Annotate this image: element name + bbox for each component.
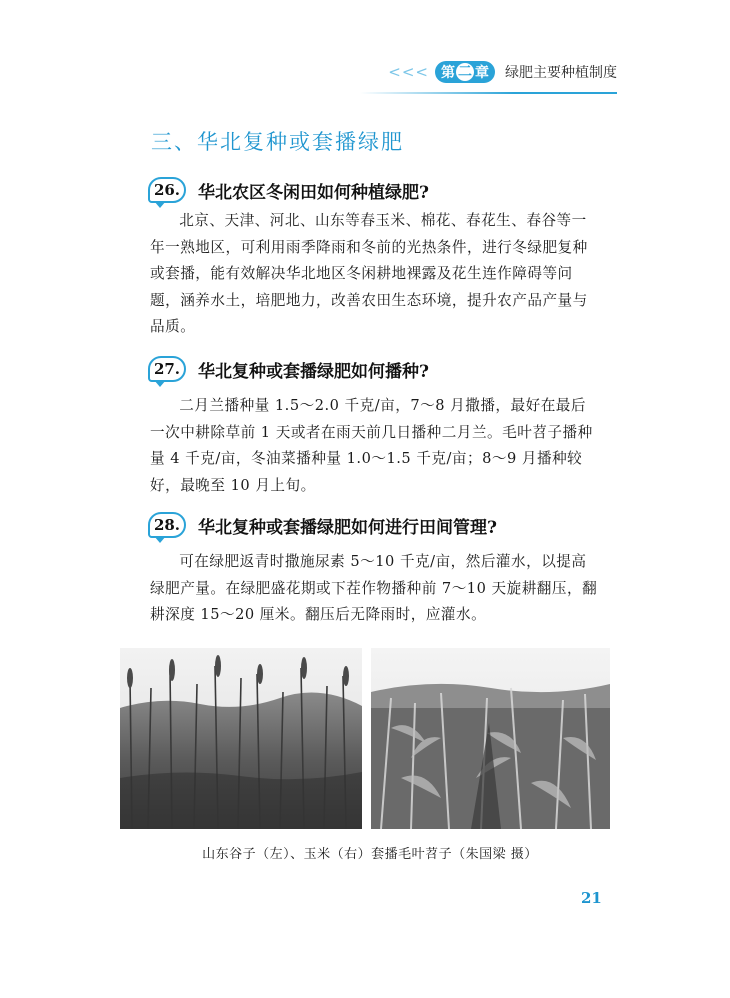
paragraph-line: 题，涵养水土，培肥地力，改善农田生态环境，提升农产品产量与 [150,291,588,309]
question-heading-28 [148,510,497,540]
paragraph-line: 北京、天津、河北、山东等春玉米、棉花、春花生、春谷等一 [179,212,587,229]
paragraph-line: 品质。 [150,318,196,335]
chapter-prefix: 第 [441,65,455,81]
answer-paragraph-28 [150,549,610,629]
paragraph-line: 绿肥产量。在绿肥盛花期或下茬作物播种前 7～10 天旋耕翻压，翻 [150,579,598,597]
page-number: 21 [581,889,602,907]
section-title: 三、华北复种或套播绿肥 [151,130,404,154]
answer-paragraph-26 [150,208,610,341]
paragraph-line: 可在绿肥返青时撒施尿素 5～10 千克/亩，然后灌水，以提高 [179,553,587,570]
paragraph-line: 年一熟地区，可利用雨季降雨和冬前的光热条件，进行冬绿肥复种 [150,238,588,256]
question-title: 华北复种或套播绿肥如何进行田间管理? [198,517,497,538]
question-number-badge: 28. [148,512,186,538]
running-header [388,58,617,86]
chapter-suffix: 章 [475,65,489,81]
question-heading-27 [148,354,429,384]
question-title: 华北复种或套播绿肥如何播种? [198,361,429,382]
question-title: 华北农区冬闲田如何种植绿肥? [198,182,429,203]
paragraph-line: 耕深度 15～20 厘米。翻压后无降雨时，应灌水。 [150,606,487,623]
photo-corn-field [371,648,610,829]
question-heading-26 [148,175,429,205]
paragraph-line: 好，最晚至 10 月上旬。 [150,476,316,494]
paragraph-line: 量 4 千克/亩，冬油菜播种量 1.0～1.5 千克/亩；8～9 月播种较 [150,450,583,467]
answer-paragraph-27 [150,393,610,499]
header-rule [360,92,617,94]
chevrons-icon: <<< [388,63,429,81]
paragraph-line: 或套播，能有效解决华北地区冬闲耕地裸露及花生连作障碍等问 [150,265,573,282]
paragraph-line: 一次中耕除草前 1 天或者在雨天前几日播种二月兰。毛叶苕子播种 [150,423,593,441]
chapter-number: 二 [458,64,472,80]
chapter-title: 绿肥主要种植制度 [505,65,617,81]
question-number-badge: 26. [148,177,186,203]
question-number-badge: 27. [148,356,186,382]
photo-millet-field [120,648,362,829]
photo-caption: 山东谷子（左）、玉米（右）套播毛叶苕子（朱国梁 摄） [202,847,538,862]
chapter-badge [435,61,495,83]
paragraph-line: 二月兰播种量 1.5～2.0 千克/亩，7～8 月撒播，最好在最后 [179,397,586,414]
